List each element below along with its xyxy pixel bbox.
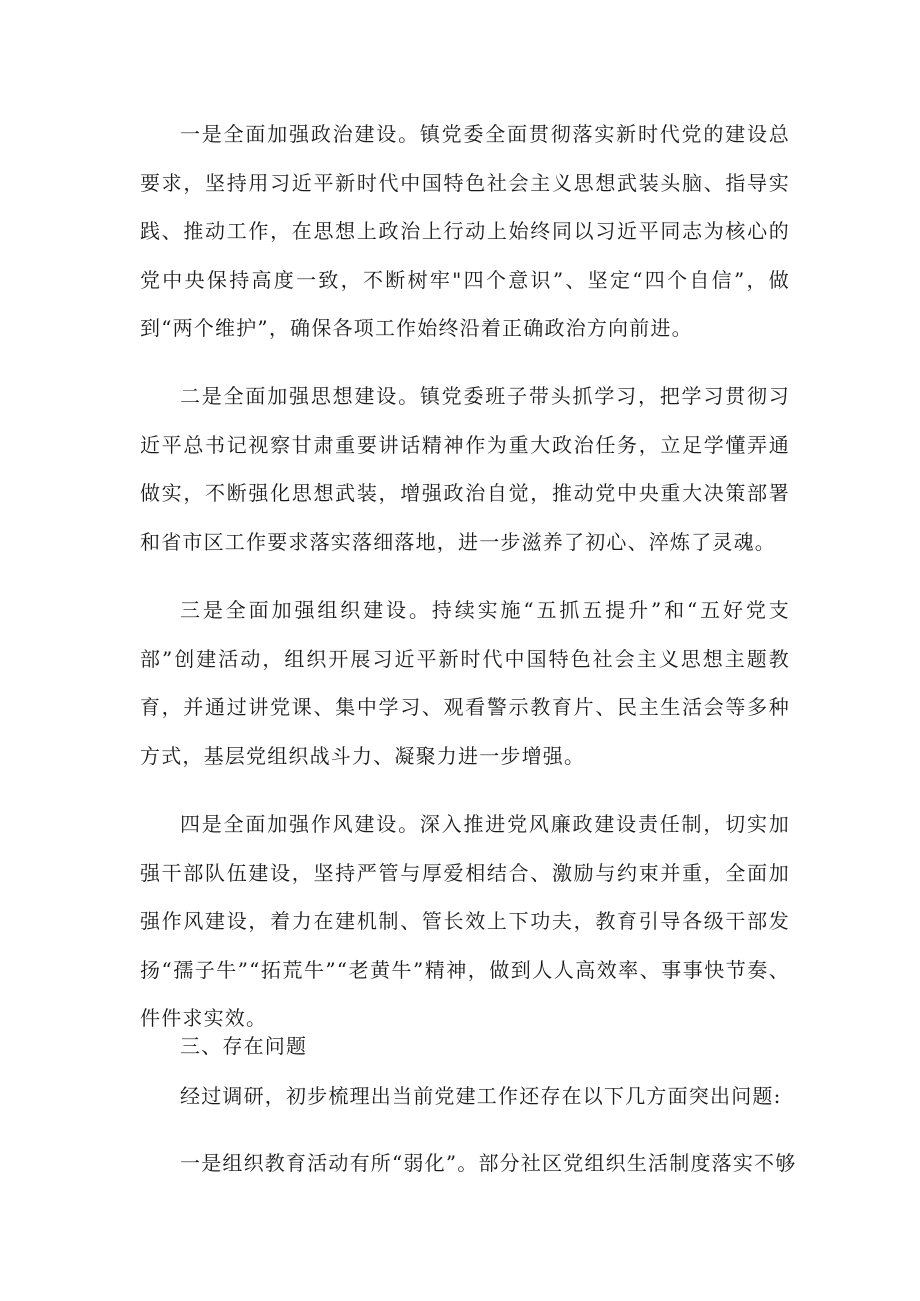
issue-line: 一是组织教育活动有所“弱化”。部分社区党组织生活制度落实不够	[180, 1151, 797, 1175]
section-heading: 三、存在问题	[180, 1034, 308, 1058]
paragraph-work-style-building: 四是全面加强作风建设。深入推进党风廉政建设责任制，切实加强干部队伍建设，坚持严管与厚爱相结合、激励与约束并重，全面加强作风建设，着力在建机制、管长效上下功夫，教育引导各级干部发扬“孺子牛”“拓荒牛”“老黄牛”精神，做到人人高效率、事事快节奏、件件求实效。	[140, 812, 790, 1030]
intro-line: 经过调研，初步梳理出当前党建工作还存在以下几方面突出问题:	[180, 1084, 782, 1108]
paragraph-ideological-building: 二是全面加强思想建设。镇党委班子带头抓学习，把学习贯彻习近平总书记视察甘肃重要讲话精神作为重大政治任务，立足学懂弄通做实，不断强化思想武装，增强政治自觉，推动党中央重大决策部署和省市区工作要求落实落细落地，进一步滋养了初心、淬炼了灵魂。	[140, 384, 790, 554]
paragraph-political-building: 一是全面加强政治建设。镇党委全面贯彻落实新时代党的建设总要求，坚持用习近平新时代中国特色社会主义思想武装头脑、指导实践、推动工作，在思想上政治上行动上始终同以习近平同志为核心的党中央保持高度一致，不断树牢"四个意识”、坚定“四个自信”，做到“两个维护”，确保各项工作始终沿着正确政治方向前进。	[140, 122, 790, 340]
paragraph-organizational-building: 三是全面加强组织建设。持续实施“五抓五提升”和“五好党支部”创建活动，组织开展习近平新时代中国特色社会主义思想主题教育，并通过讲党课、集中学习、观看警示教育片、民主生活会等多种方式，基层党组织战斗力、凝聚力进一步增强。	[140, 598, 790, 768]
